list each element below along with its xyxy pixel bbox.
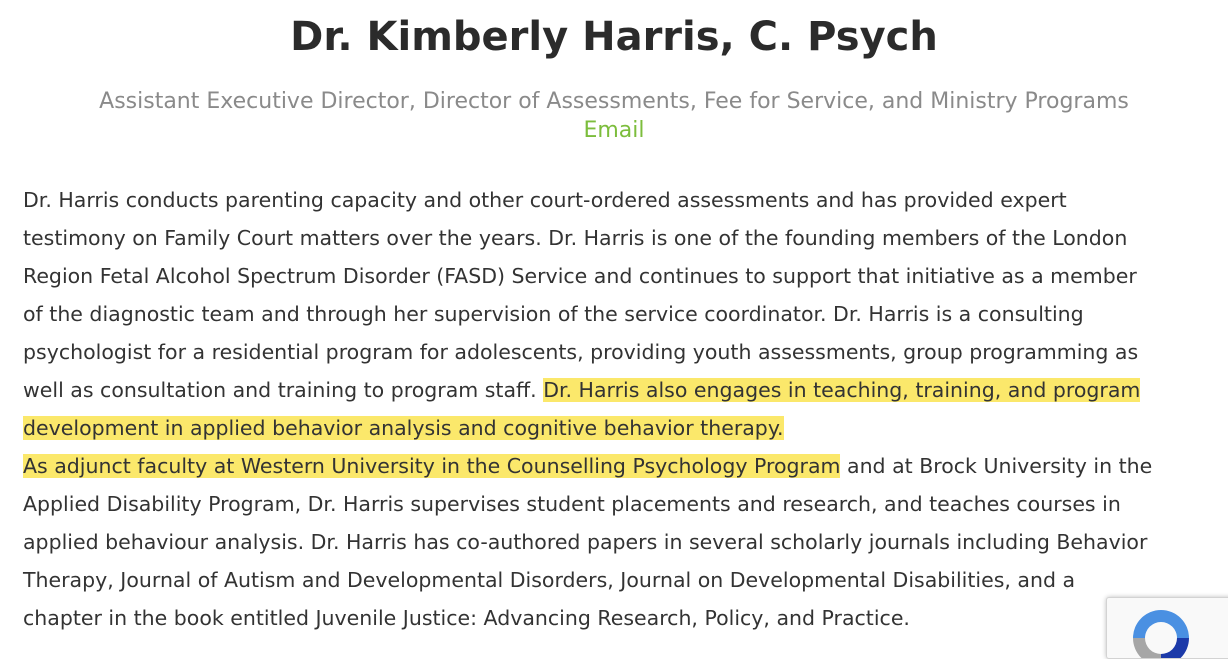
bio-text: chapter in the book entitled Juvenile Justice: Advancing Research, Policy, and Practice. <box>23 606 910 630</box>
bio-line <box>23 447 1203 485</box>
bio-line <box>23 409 1203 447</box>
bio-line <box>23 219 1203 257</box>
bio-text: applied behaviour analysis. Dr. Harris has co-authored papers in several scholarly journals including Behavior <box>23 530 1148 554</box>
bio-line <box>23 257 1203 295</box>
bio-text: Therapy, Journal of Autism and Developmental Disorders, Journal on Developmental Disabilities, and a <box>23 568 1076 592</box>
email-link[interactable]: Email <box>583 118 645 143</box>
bio-text: Dr. Harris conducts parenting capacity and other court-ordered assessments and has provided expert <box>23 188 1067 212</box>
page-title: Dr. Kimberly Harris, C. Psych <box>290 14 938 60</box>
highlighted-text: Dr. Harris also engages in teaching, training, and program <box>543 378 1141 402</box>
bio-text: well as consultation and training to program staff. <box>23 378 544 402</box>
bio-line <box>23 333 1203 371</box>
bio-line <box>23 295 1203 333</box>
bio-text: testimony on Family Court matters over the years. Dr. Harris is one of the founding members of the London <box>23 226 1128 250</box>
bio-line <box>23 561 1203 599</box>
bio-line <box>23 485 1203 523</box>
bio-paragraph <box>23 181 1203 637</box>
bio-line <box>23 371 1203 409</box>
bio-text: Region Fetal Alcohol Spectrum Disorder (FASD) Service and continues to support that initiative as a member <box>23 264 1137 288</box>
bio-text: psychologist for a residential program for adolescents, providing youth assessments, group programming as <box>23 340 1139 364</box>
bio-line <box>23 181 1203 219</box>
recaptcha-badge[interactable] <box>1106 597 1228 659</box>
bio-text: and at Brock University in the <box>840 454 1153 478</box>
bio-line <box>23 599 1203 637</box>
highlighted-text: development in applied behavior analysis and cognitive behavior therapy. <box>23 416 784 440</box>
bio-text: Applied Disability Program, Dr. Harris supervises student placements and research, and teaches courses in <box>23 492 1121 516</box>
highlighted-text: As adjunct faculty at Western University in the Counselling Psychology Program <box>23 454 841 478</box>
bio-text: of the diagnostic team and through her supervision of the service coordinator. Dr. Harris is a consulting <box>23 302 1084 326</box>
bio-line <box>23 523 1203 561</box>
job-title: Assistant Executive Director, Director of Assessments, Fee for Service, and Ministry Programs <box>99 89 1129 114</box>
